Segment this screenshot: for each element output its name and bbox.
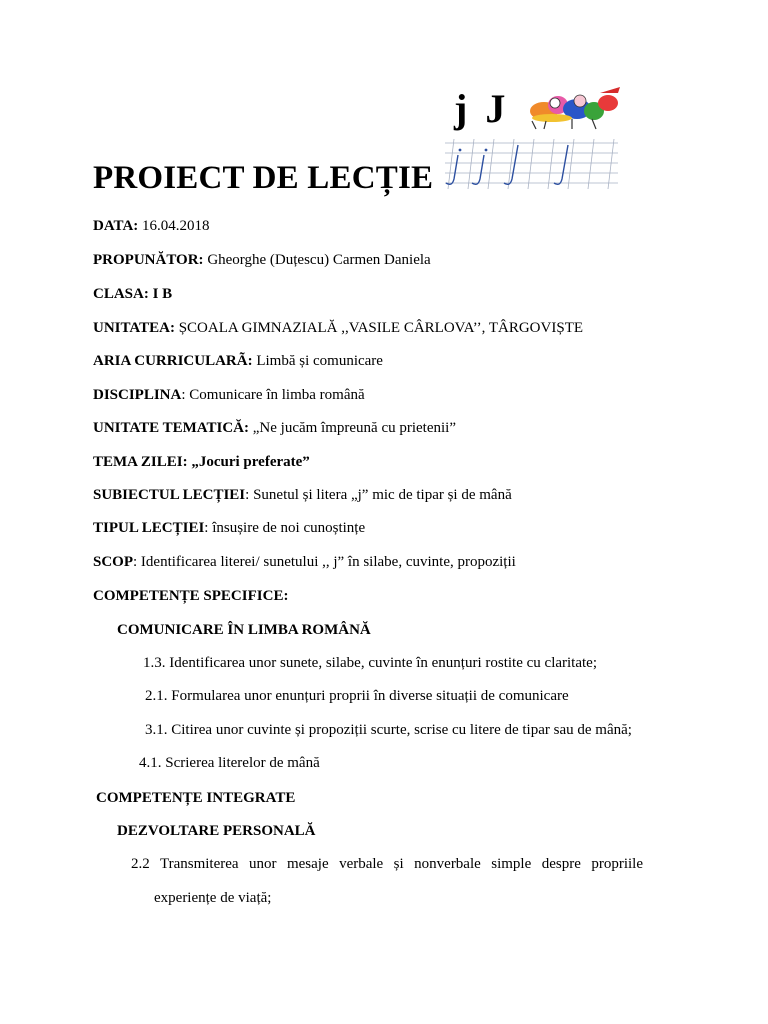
list-item: 2.1. Formularea unor enunțuri proprii în diverse situații de comunicare xyxy=(145,688,569,704)
list-item-line-1: 2.2 Transmiterea unor mesaje verbale și nonverbale simple despre propriile xyxy=(131,856,643,872)
field-value: : Sunetul și litera „j” mic de tipar și de mână xyxy=(245,487,512,503)
list-item-line-2: experiențe de viață; xyxy=(154,890,272,906)
field-label: SUBIECTUL LECȚIEI xyxy=(93,487,246,503)
field-data xyxy=(93,217,210,235)
field-value: ȘCOALA GIMNAZIALĂ ,,VASILE CÂRLOVA’’, TÂRGOVIȘTE xyxy=(174,320,584,336)
field-aria-curriculara xyxy=(93,352,383,370)
field-value: „Ne jucăm împreună cu prietenii” xyxy=(249,420,456,436)
field-value: : însușire de noi cunoștințe xyxy=(204,520,366,536)
field-label: DATA: xyxy=(93,218,139,234)
field-tipul-lectiei xyxy=(93,519,365,537)
field-value: „Jocuri preferate” xyxy=(187,454,310,470)
page-title: PROIECT DE LECȚIE xyxy=(93,160,434,196)
list-item: 3.1. Citirea unor cuvinte și propoziții scurte, scrise cu litere de tipar sau de mână; xyxy=(145,722,632,738)
field-unitate-tematica xyxy=(93,419,456,437)
field-label: UNITATE TEMATICĂ: xyxy=(93,420,249,436)
letters-jJ: j J xyxy=(454,86,510,131)
field-subiectul-lectiei xyxy=(93,486,512,504)
field-value: : Comunicare în limba română xyxy=(181,387,365,403)
subheading-comunicare: COMUNICARE ÎN LIMBA ROMÂNĂ xyxy=(117,622,371,638)
subheading-dezvoltare-personala: DEZVOLTARE PERSONALĂ xyxy=(117,823,316,839)
field-propunator xyxy=(93,251,431,269)
field-label: UNITATEA: xyxy=(93,320,175,336)
list-item: 4.1. Scrierea literelor de mână xyxy=(139,755,320,771)
section-heading-competente-specifice: COMPETENȚE SPECIFICE: xyxy=(93,588,289,604)
handwriting-guide-lines xyxy=(440,133,620,193)
field-unitatea xyxy=(93,319,583,337)
cartoon-characters-image xyxy=(522,85,622,130)
field-value: Gheorghe (Duțescu) Carmen Daniela xyxy=(203,252,431,268)
field-disciplina xyxy=(93,386,365,404)
list-item: 1.3. Identificarea unor sunete, silabe, cuvinte în enunțuri rostite cu claritate; xyxy=(143,655,597,671)
field-label: TEMA ZILEI: xyxy=(93,454,188,470)
section-heading-competente-integrate: COMPETENȚE INTEGRATE xyxy=(96,790,296,806)
field-tema-zilei xyxy=(93,453,310,471)
field-label: PROPUNĂTOR: xyxy=(93,252,204,268)
field-value: 16.04.2018 xyxy=(138,218,210,234)
field-label: TIPUL LECȚIEI xyxy=(93,520,205,536)
handwriting-letter-j-illustration xyxy=(440,85,620,195)
field-label: DISCIPLINA xyxy=(93,387,182,403)
field-label: ARIA CURRICULARÃ: xyxy=(93,353,253,369)
field-value: Limbă și comunicare xyxy=(252,353,383,369)
field-label: SCOP xyxy=(93,554,134,570)
field-value: : Identificarea literei/ sunetului ,, j” în silabe, cuvinte, propoziții xyxy=(133,554,516,570)
field-scop xyxy=(93,553,516,571)
field-label: CLASA: I B xyxy=(93,286,173,302)
field-clasa xyxy=(93,285,172,303)
